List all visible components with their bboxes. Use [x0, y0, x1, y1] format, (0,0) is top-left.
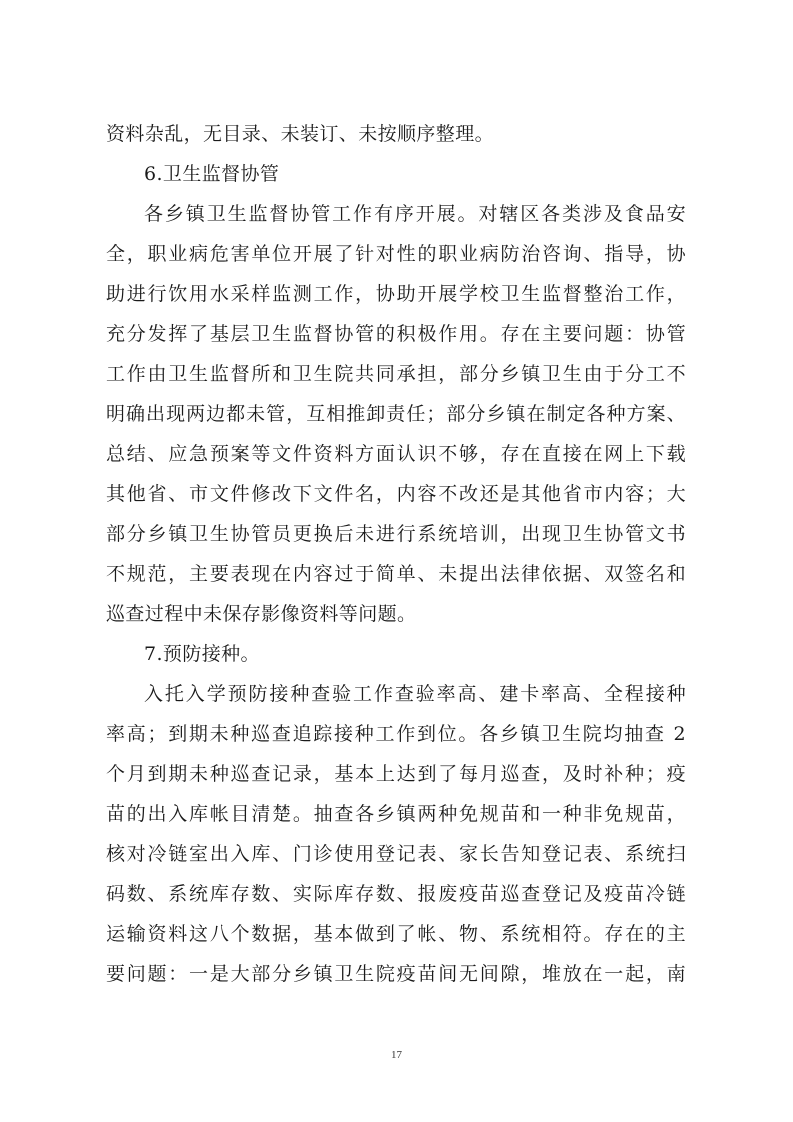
paragraph-line: 工作由卫生监督所和卫生院共同承担，部分乡镇卫生由于分工不	[106, 363, 686, 385]
paragraph-line: 码数、系统库存数、实际库存数、报废疫苗巡查登记及疫苗冷链	[106, 883, 686, 905]
paragraph-line: 率高；到期未种巡查追踪接种工作到位。各乡镇卫生院均抽查 2	[106, 723, 686, 745]
paragraph-line: 入托入学预防接种查验工作查验率高、建卡率高、全程接种	[144, 683, 686, 705]
paragraph-line: 资料杂乱，无目录、未装订、未按顺序整理。	[106, 123, 495, 145]
paragraph-line: 苗的出入库帐目清楚。抽查各乡镇两种免规苗和一种非免规苗，	[106, 803, 686, 825]
paragraph-line: 充分发挥了基层卫生监督协管的积极作用。存在主要问题：协管	[106, 323, 686, 345]
paragraph-line: 巡查过程中未保存影像资料等问题。	[106, 603, 417, 625]
paragraph-line: 各乡镇卫生监督协管工作有序开展。对辖区各类涉及食品安	[144, 203, 686, 225]
paragraph-line: 运输资料这八个数据，基本做到了帐、物、系统相符。存在的主	[106, 923, 686, 945]
page-number: 17	[391, 1049, 402, 1061]
section-heading: 6.卫生监督协管	[144, 163, 280, 185]
paragraph-line: 全，职业病危害单位开展了针对性的职业病防治咨询、指导，协	[106, 243, 686, 265]
body-text	[106, 114, 686, 994]
section-heading: 7.预防接种。	[144, 643, 260, 665]
paragraph-line: 个月到期未种巡查记录，基本上达到了每月巡查，及时补种；疫	[106, 763, 686, 785]
paragraph-line: 助进行饮用水采样监测工作，协助开展学校卫生监督整治工作，	[106, 283, 686, 305]
paragraph-line: 部分乡镇卫生协管员更换后未进行系统培训，出现卫生协管文书	[106, 523, 686, 545]
paragraph-line: 要问题：一是大部分乡镇卫生院疫苗间无间隙，堆放在一起，南	[106, 963, 686, 985]
paragraph-line: 总结、应急预案等文件资料方面认识不够，存在直接在网上下载	[106, 443, 686, 465]
paragraph-line: 其他省、市文件修改下文件名，内容不改还是其他省市内容；大	[106, 483, 686, 505]
paragraph-line: 明确出现两边都未管，互相推卸责任；部分乡镇在制定各种方案、	[106, 403, 686, 425]
paragraph-line: 不规范，主要表现在内容过于简单、未提出法律依据、双签名和	[106, 563, 686, 585]
paragraph-line: 核对冷链室出入库、门诊使用登记表、家长告知登记表、系统扫	[106, 843, 686, 865]
